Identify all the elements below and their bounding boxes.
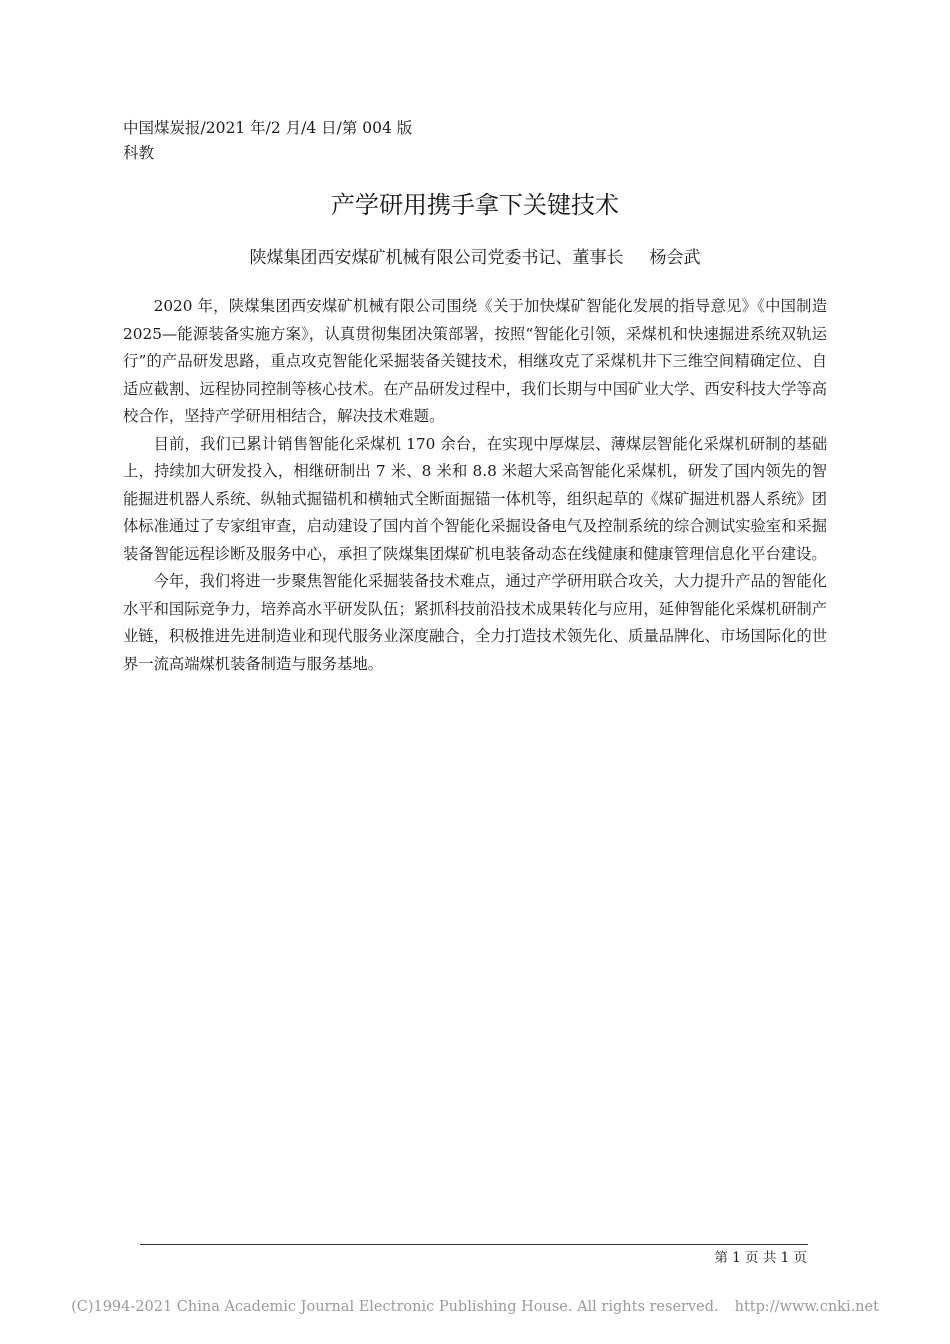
copyright-notice: (C)1994-2021 China Academic Journal Electronic Publishing House. All rights reserved.: [71, 1299, 719, 1315]
author-role: 陕煤集团西安煤矿机械有限公司党委书记、董事长: [249, 248, 624, 268]
article-body: [123, 293, 827, 678]
paragraph-1: 2020 年，陕煤集团西安煤矿机械有限公司围绕《关于加快煤矿智能化发展的指导意见》《中国制造 2025—能源装备实施方案》，认真贯彻集团决策部署，按照“智能化引领，采煤机和快速掘进系统双轨运行”的产品研发思路，重点攻克智能化采掘装备关键技术，相继攻克了采煤机井下三维空间精确定位、自适应截割、远程协同控制等核心技术。在产品研发过程中，我们长期与中国矿业大学、西安科技大学等高校合作，坚持产学研用相结合，解决技术难题。: [123, 297, 827, 425]
source-section: 科教: [123, 144, 155, 162]
source-publication: 中国煤炭报/2021 年/2 月/4 日/第 004 版: [123, 119, 413, 137]
copyright-watermark: [0, 1297, 950, 1317]
article-byline: [0, 245, 950, 271]
article-title: 产学研用携手拿下关键技术: [331, 191, 619, 219]
page-number: 第 1 页 共 1 页: [714, 1250, 807, 1266]
paragraph-3: 今年，我们将进一步聚焦智能化采掘装备技术难点，通过产学研用联合攻关，大力提升产品的智能化水平和国际竞争力，培养高水平研发队伍；紧抓科技前沿技术成果转化与应用，延伸智能化采煤机研制产业链，积极推进先进制造业和现代服务业深度融合，全力打造技术领先化、质量品牌化、市场国际化的世界一流高端煤机装备制造与服务基地。: [123, 572, 827, 673]
source-line: [123, 116, 412, 166]
footer-divider: [140, 1244, 808, 1245]
paragraph-2: 目前，我们已累计销售智能化采煤机 170 余台，在实现中厚煤层、薄煤层智能化采煤机研制的基础上，持续加大研发投入，相继研制出 7 米、8 米和 8.8 米超大采高智能化采煤机，研发了国内领先的智能掘进机器人系统、纵轴式掘锚机和横轴式全断面掘锚一体机等，组织起草的《煤矿掘进机器人系统》团体标准通过了专家组审查，启动建设了国内首个智能化采掘设备电气及控制系统的综合测试实验室和采掘装备智能远程诊断及服务中心，承担了陕煤集团煤矿机电装备动态在线健康和健康管理信息化平台建设。: [123, 434, 827, 563]
copyright-url: http://www.cnki.net: [734, 1299, 879, 1315]
author-name: 杨会武: [649, 248, 701, 268]
